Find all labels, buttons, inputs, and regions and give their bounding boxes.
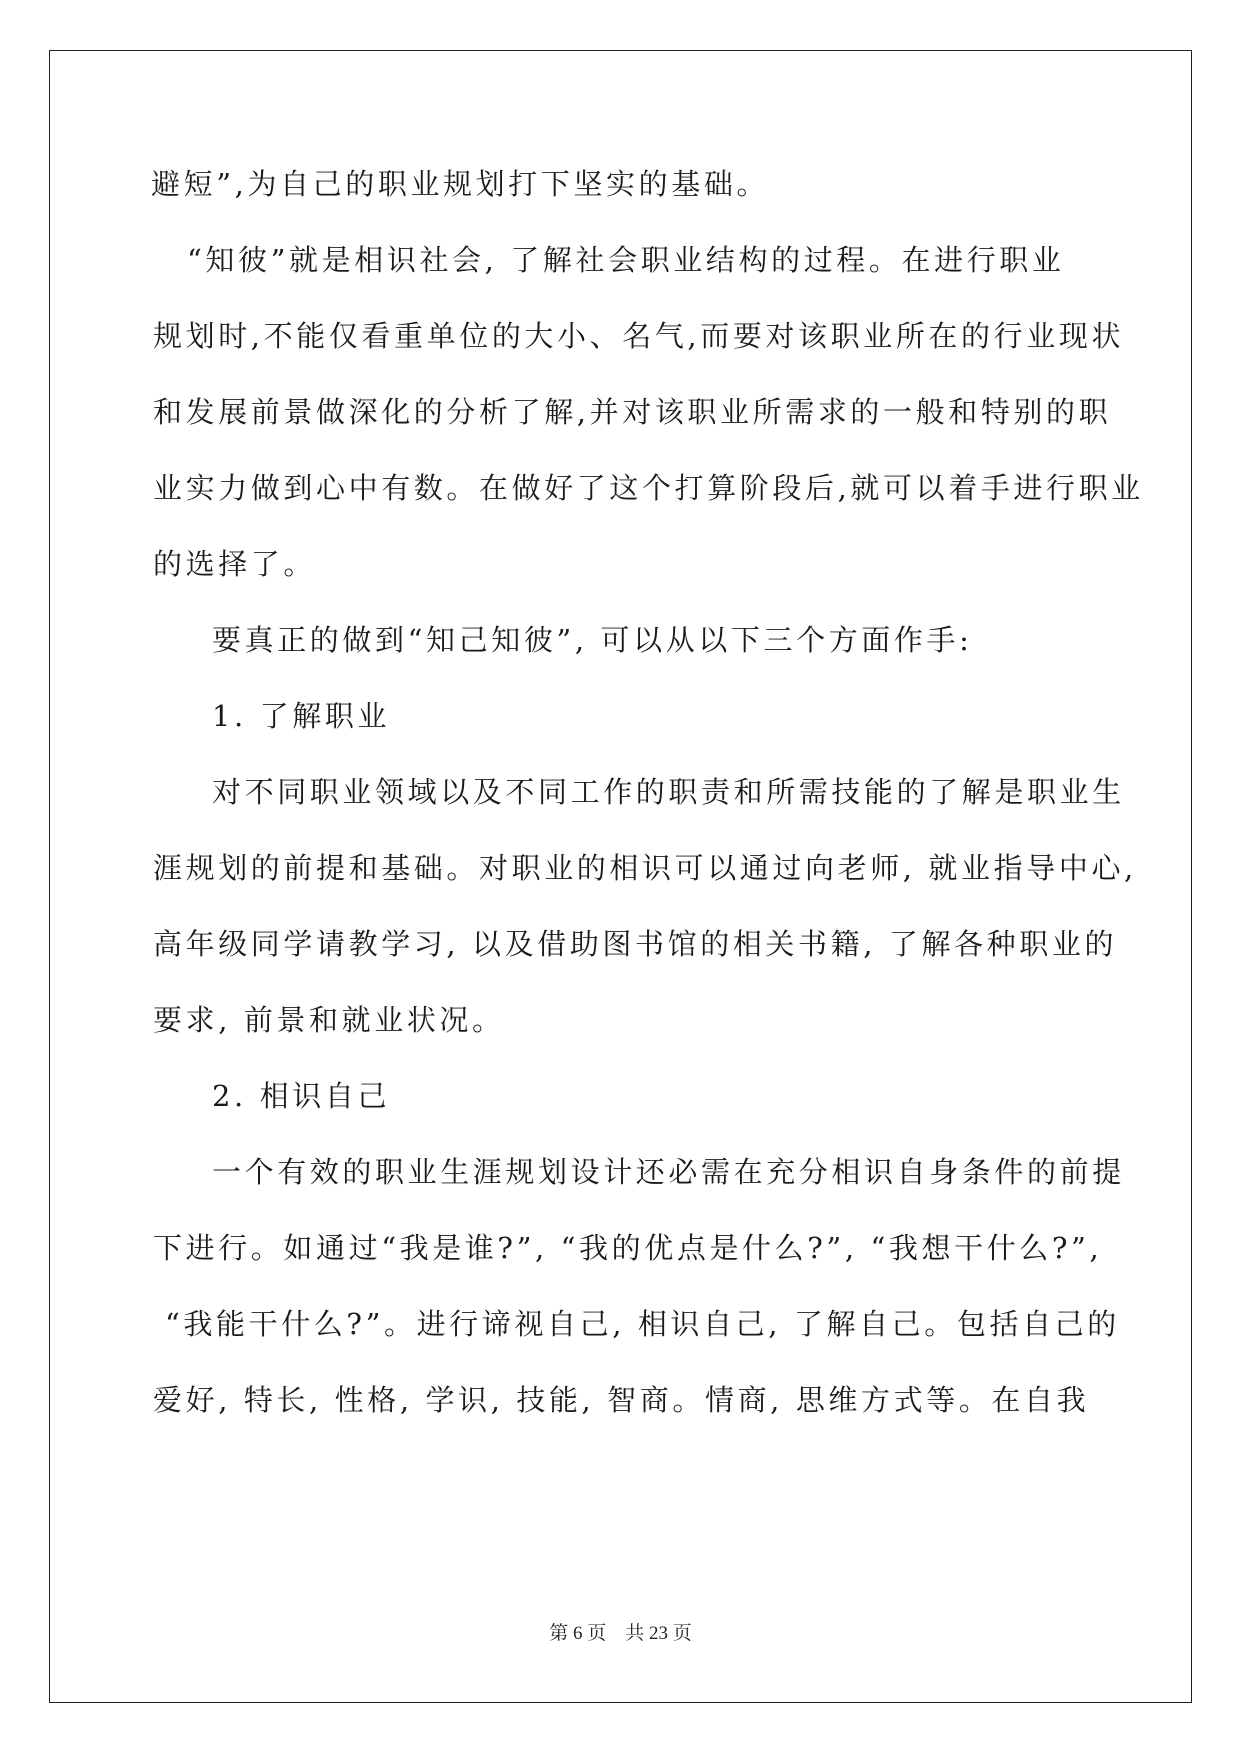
paragraph-first-line: “知彼”就是相识社会, 了解社会职业结构的过程。在进行职业 bbox=[187, 243, 1065, 277]
text-line: 涯规划的前提和基础。对职业的相识可以通过向老师, 就业指导中心, bbox=[153, 851, 1137, 885]
text-line: 要求, 前景和就业状况。 bbox=[153, 1003, 505, 1037]
paragraph-first-line: 对不同职业领域以及不同工作的职责和所需技能的了解是职业生 bbox=[212, 775, 1125, 809]
paragraph-first-line: 要真正的做到“知己知彼”, 可以从以下三个方面作手: bbox=[212, 623, 973, 657]
paragraph-first-line: 一个有效的职业生涯规划设计还必需在充分相识自身条件的前提 bbox=[212, 1155, 1125, 1189]
text-line: 的选择了。 bbox=[153, 547, 317, 581]
text-line: 业实力做到心中有数。在做好了这个打算阶段后,就可以着手进行职业 bbox=[153, 471, 1144, 505]
text-line: 下进行。如通过“我是谁?”, “我的优点是什么?”, “我想干什么?”, bbox=[153, 1231, 1103, 1265]
text-line: 规划时,不能仅看重单位的大小、名气,而要对该职业所在的行业现状 bbox=[153, 319, 1125, 353]
text-line: 和发展前景做深化的分析了解,并对该职业所需求的一般和特别的职 bbox=[153, 395, 1112, 429]
text-line: 避短”,为自己的职业规划打下坚实的基础。 bbox=[151, 167, 770, 201]
page-footer: 第 6 页 共 23 页 bbox=[549, 1623, 692, 1644]
text-line: 高年级同学请教学习, 以及借助图书馆的相关书籍, 了解各种职业的 bbox=[153, 927, 1118, 961]
section-heading: 1. 了解职业 bbox=[212, 699, 391, 733]
section-heading: 2. 相识自己 bbox=[212, 1079, 391, 1113]
text-line: “我能干什么?”。进行谛视自己, 相识自己, 了解自己。包括自己的 bbox=[165, 1307, 1120, 1341]
text-line: 爱好, 特长, 性格, 学识, 技能, 智商。情商, 思维方式等。在自我 bbox=[153, 1383, 1090, 1417]
